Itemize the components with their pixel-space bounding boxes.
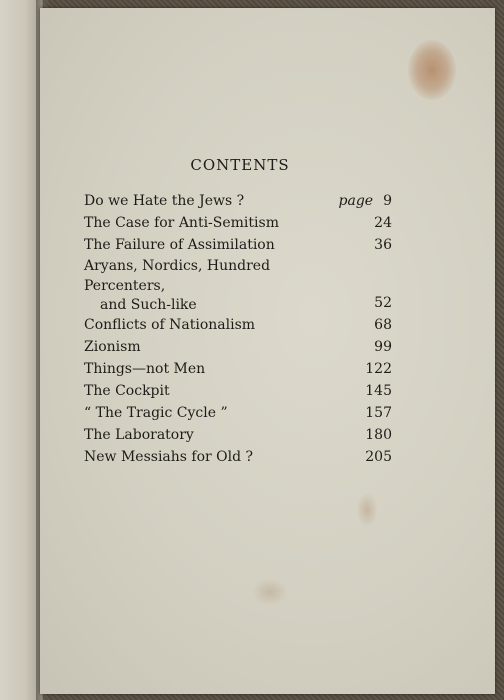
toc-entry-title-continued: and Such-like — [100, 297, 197, 313]
toc-page-number: 9 — [383, 193, 392, 209]
toc-page-number: 122 — [365, 361, 392, 377]
toc-entry — [84, 446, 396, 468]
page-stain — [252, 578, 288, 606]
toc-entry-title: “ The Tragic Cycle ” — [84, 405, 228, 421]
toc-entry — [84, 256, 396, 314]
toc-entry — [84, 402, 396, 424]
toc-entry — [84, 190, 396, 212]
toc-entry — [84, 424, 396, 446]
toc-entry-title: The Laboratory — [84, 427, 194, 443]
toc-entry — [84, 234, 396, 256]
toc-entry-title: Do we Hate the Jews ? — [84, 193, 245, 209]
toc-page-number: 180 — [365, 427, 392, 443]
toc-page-number: 99 — [374, 339, 392, 355]
toc-entry-title: Aryans, Nordics, Hundred Percenters, — [84, 258, 271, 294]
toc-entry-title: The Case for Anti-Semitism — [84, 215, 279, 231]
page-stain — [356, 492, 378, 528]
toc-entry-title: The Failure of Assimilation — [84, 237, 275, 253]
toc-entry — [84, 380, 396, 402]
toc-entry-title: The Cockpit — [84, 383, 170, 399]
toc-entry-title: New Messiahs for Old ? — [84, 449, 254, 465]
toc-page-number: 205 — [365, 449, 392, 465]
toc-page-number: 68 — [374, 317, 392, 333]
toc-page-number: 24 — [374, 215, 392, 231]
contents-heading: CONTENTS — [190, 156, 290, 174]
toc-entry — [84, 212, 396, 234]
page-stain — [408, 40, 456, 100]
toc-page-number: 157 — [365, 405, 392, 421]
toc-page-number: 145 — [365, 383, 392, 399]
toc-page-number: 52 — [374, 295, 392, 311]
toc-entry — [84, 336, 396, 358]
toc-entry-title: Conflicts of Nationalism — [84, 317, 256, 333]
toc-entry-title: Things—not Men — [84, 361, 206, 377]
page-word: page — [338, 193, 374, 209]
toc-entry — [84, 358, 396, 380]
toc-entry-title: Zionism — [84, 339, 141, 355]
contents-list — [84, 190, 396, 468]
toc-entry — [84, 314, 396, 336]
toc-entry-page — [339, 190, 392, 212]
toc-page-number: 36 — [374, 237, 392, 253]
